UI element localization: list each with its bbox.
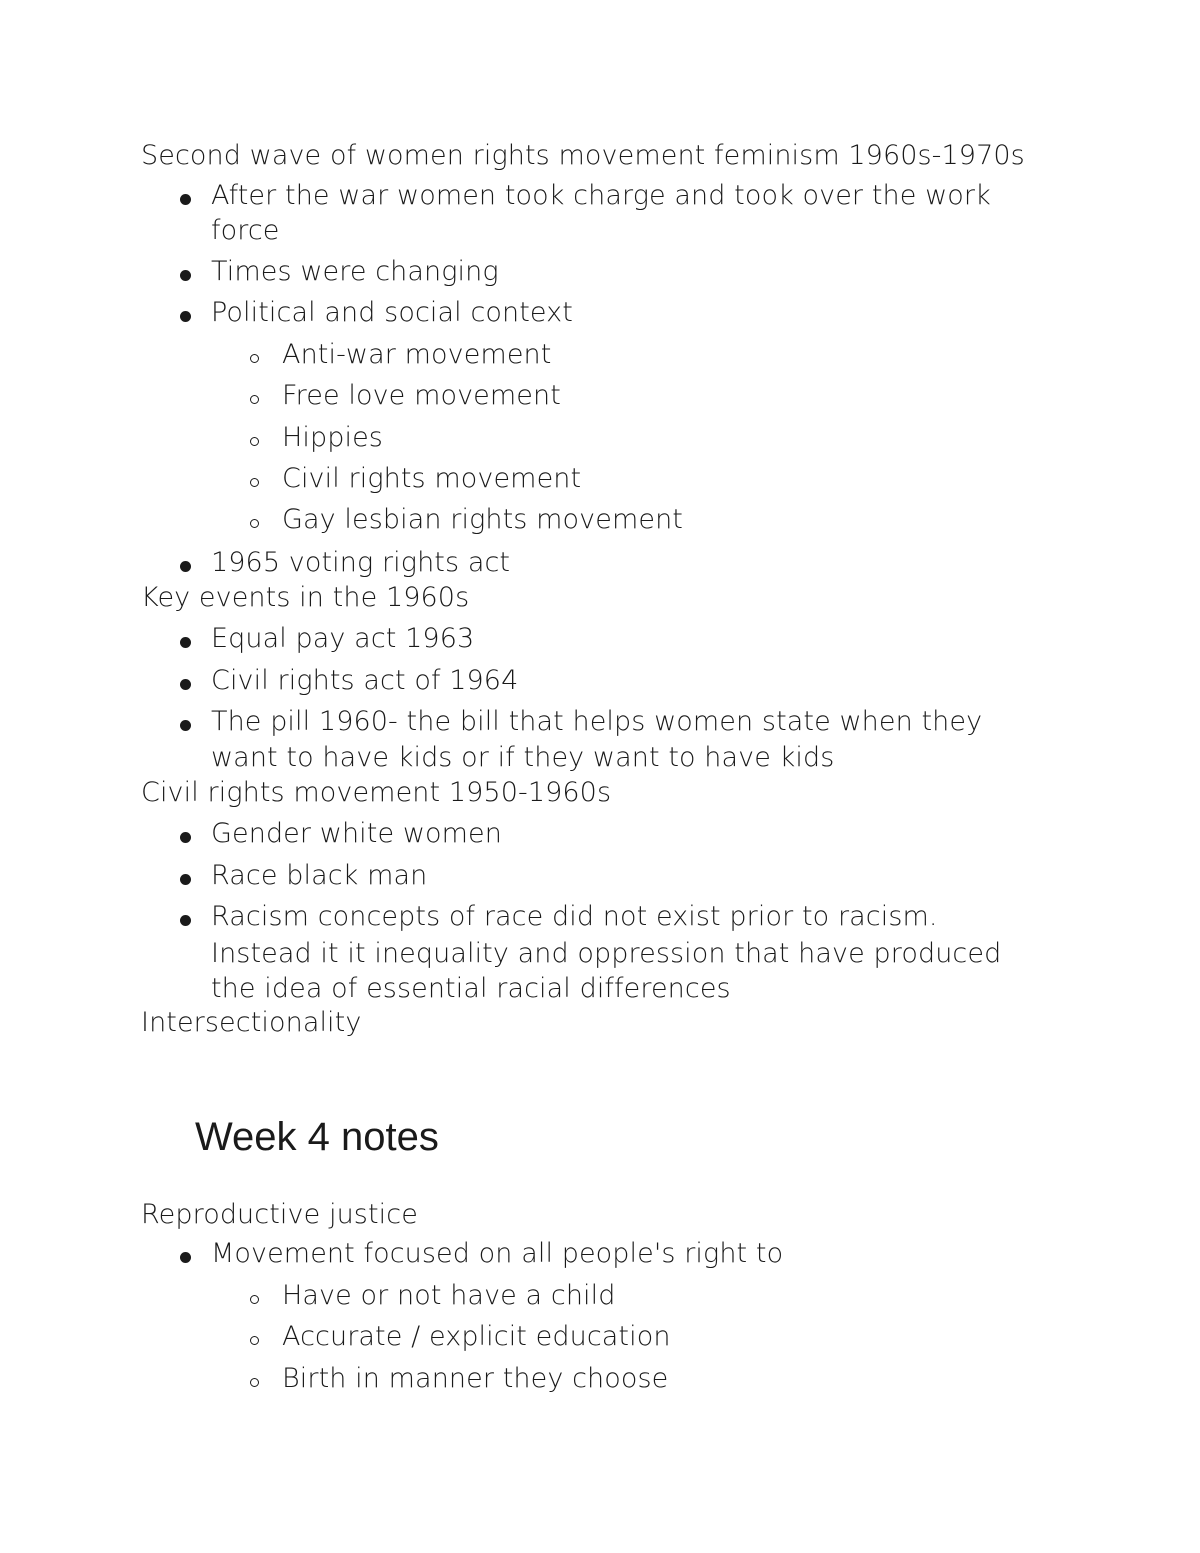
bullet-after-war-line2: force (211, 215, 280, 246)
bullet-movement-focused: Movement focused on all people's right to (211, 1238, 784, 1269)
bullet-dot-icon (180, 311, 191, 322)
bullet-political-context: Political and social context (211, 297, 573, 328)
sub-bullet-free-love: Free love movement (282, 380, 561, 411)
sub-bullet-hippies: Hippies (282, 422, 383, 453)
heading-civil-rights-movement: Civil rights movement 1950-1960s (141, 777, 612, 808)
sub-bullet-education: Accurate / explicit education (282, 1321, 671, 1352)
heading-reproductive-justice: Reproductive justice (141, 1199, 418, 1230)
bullet-circle-icon (250, 395, 259, 404)
bullet-circle-icon (250, 478, 259, 487)
bullet-dot-icon (180, 561, 191, 572)
bullet-gender: Gender white women (211, 818, 502, 849)
bullet-dot-icon (180, 679, 191, 690)
bullet-race: Race black man (211, 860, 428, 891)
heading-second-wave: Second wave of women rights movement feminism 1960s-1970s (141, 140, 1025, 171)
bullet-racism-line3: the idea of essential racial differences (211, 973, 731, 1004)
bullet-pill-line1: The pill 1960- the bill that helps women state when they (211, 706, 983, 737)
week-heading: Week 4 notes (195, 1115, 439, 1159)
bullet-dot-icon (180, 874, 191, 885)
bullet-circle-icon (250, 1378, 259, 1387)
bullet-civil-rights-act: Civil rights act of 1964 (211, 665, 519, 696)
bullet-pill-line2: want to have kids or if they want to have kids (211, 742, 835, 773)
sub-bullet-birth: Birth in manner they choose (282, 1363, 669, 1394)
bullet-dot-icon (180, 637, 191, 648)
bullet-dot-icon (180, 915, 191, 926)
bullet-voting-act: 1965 voting rights act (211, 547, 511, 578)
bullet-dot-icon (180, 720, 191, 731)
sub-bullet-antiwar: Anti-war movement (282, 339, 552, 370)
bullet-dot-icon (180, 1252, 191, 1263)
sub-bullet-civil-rights: Civil rights movement (282, 463, 582, 494)
sub-bullet-have-child: Have or not have a child (282, 1280, 616, 1311)
bullet-circle-icon (250, 437, 259, 446)
heading-intersectionality: Intersectionality (141, 1007, 362, 1038)
bullet-racism-line1: Racism concepts of race did not exist prior to racism. (211, 901, 938, 932)
bullet-circle-icon (250, 354, 259, 363)
bullet-dot-icon (180, 832, 191, 843)
bullet-circle-icon (250, 519, 259, 528)
bullet-dot-icon (180, 270, 191, 281)
sub-bullet-gay-lesbian: Gay lesbian rights movement (282, 504, 683, 535)
bullet-after-war-line1: After the war women took charge and took over the work (211, 180, 991, 211)
bullet-equal-pay: Equal pay act 1963 (211, 623, 475, 654)
bullet-times-changing: Times were changing (211, 256, 499, 287)
heading-key-events: Key events in the 1960s (141, 582, 470, 613)
bullet-racism-line2: Instead it it inequality and oppression that have produced (211, 938, 1002, 969)
bullet-circle-icon (250, 1295, 259, 1304)
bullet-dot-icon (180, 194, 191, 205)
bullet-circle-icon (250, 1336, 259, 1345)
